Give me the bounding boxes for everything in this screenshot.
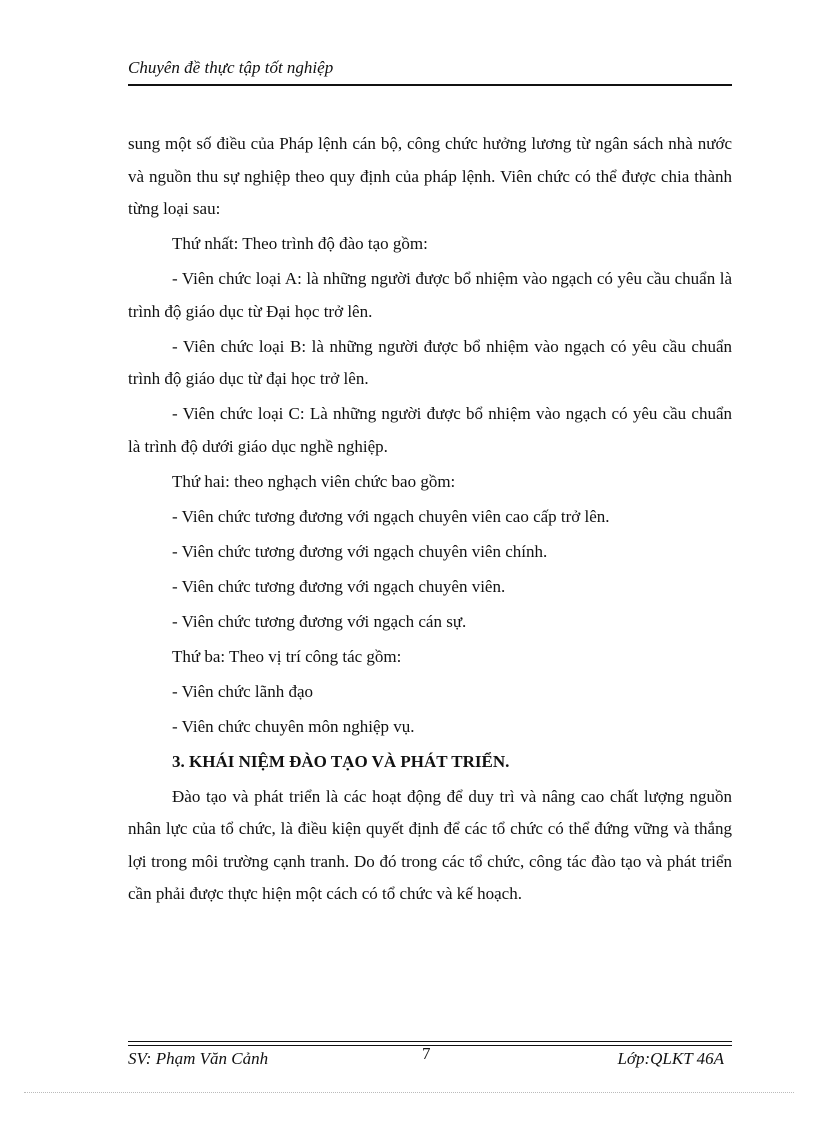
document-body: [128, 128, 732, 913]
list-item: - Viên chức tương đương với ngạch chuyên viên.: [172, 576, 506, 596]
paragraph: Thứ ba: Theo vị trí công tác gồm:: [172, 646, 402, 666]
list-item: - Viên chức loại C: Là những người được bổ nhiệm vào ngạch có yêu cầu chuẩn là trình độ dưới giáo dục nghề nghiệp.: [128, 404, 732, 456]
list-item: - Viên chức tương đương với ngạch cán sự.: [172, 611, 467, 631]
list-item: - Viên chức loại B: là những người được bổ nhiệm vào ngạch có yêu cầu chuẩn trình độ giáo dục từ đại học trở lên.: [128, 336, 732, 388]
list-item: - Viên chức chuyên môn nghiệp vụ.: [172, 716, 415, 736]
page-number: 7: [422, 1044, 431, 1063]
footer-student-name: SV: Phạm Văn Cảnh: [128, 1049, 269, 1068]
footer-rule: [128, 1041, 732, 1042]
page-edge-divider: [24, 1092, 794, 1093]
paragraph: Đào tạo và phát triển là các hoạt động để duy trì và nâng cao chất lượng nguồn nhân lực của tổ chức, là điều kiện quyết định để các tổ chức có thể đứng vững và thắng lợi trong môi trường cạnh tranh. Do đó trong các tổ chức, công tác đào tạo và phát triển cần phải được thực hiện một cách có tổ chức và kế hoạch.: [128, 786, 732, 903]
running-header-title: Chuyên đề thực tập tốt nghiệp: [128, 58, 334, 77]
section-heading: 3. KHÁI NIỆM ĐÀO TẠO VÀ PHÁT TRIỂN.: [172, 751, 510, 771]
list-item: - Viên chức tương đương với ngạch chuyên viên chính.: [172, 541, 548, 561]
paragraph: Thứ hai: theo nghạch viên chức bao gồm:: [172, 471, 456, 491]
paragraph: sung một số điều của Pháp lệnh cán bộ, công chức hưởng lương từ ngân sách nhà nước và nguồn thu sự nghiệp theo quy định của pháp lệnh. Viên chức có thể được chia thành từng loại sau:: [128, 134, 732, 218]
list-item: - Viên chức lãnh đạo: [172, 681, 313, 701]
list-item: - Viên chức tương đương với ngạch chuyên viên cao cấp trở lên.: [172, 506, 610, 526]
header-rule: [128, 84, 732, 86]
list-item: - Viên chức loại A: là những người được bổ nhiệm vào ngạch có yêu cầu chuẩn là trình độ giáo dục từ Đại học trở lên.: [128, 269, 732, 321]
footer-class-code: Lớp:QLKT 46A: [617, 1049, 724, 1068]
paragraph: Thứ nhất: Theo trình độ đào tạo gồm:: [172, 234, 428, 253]
